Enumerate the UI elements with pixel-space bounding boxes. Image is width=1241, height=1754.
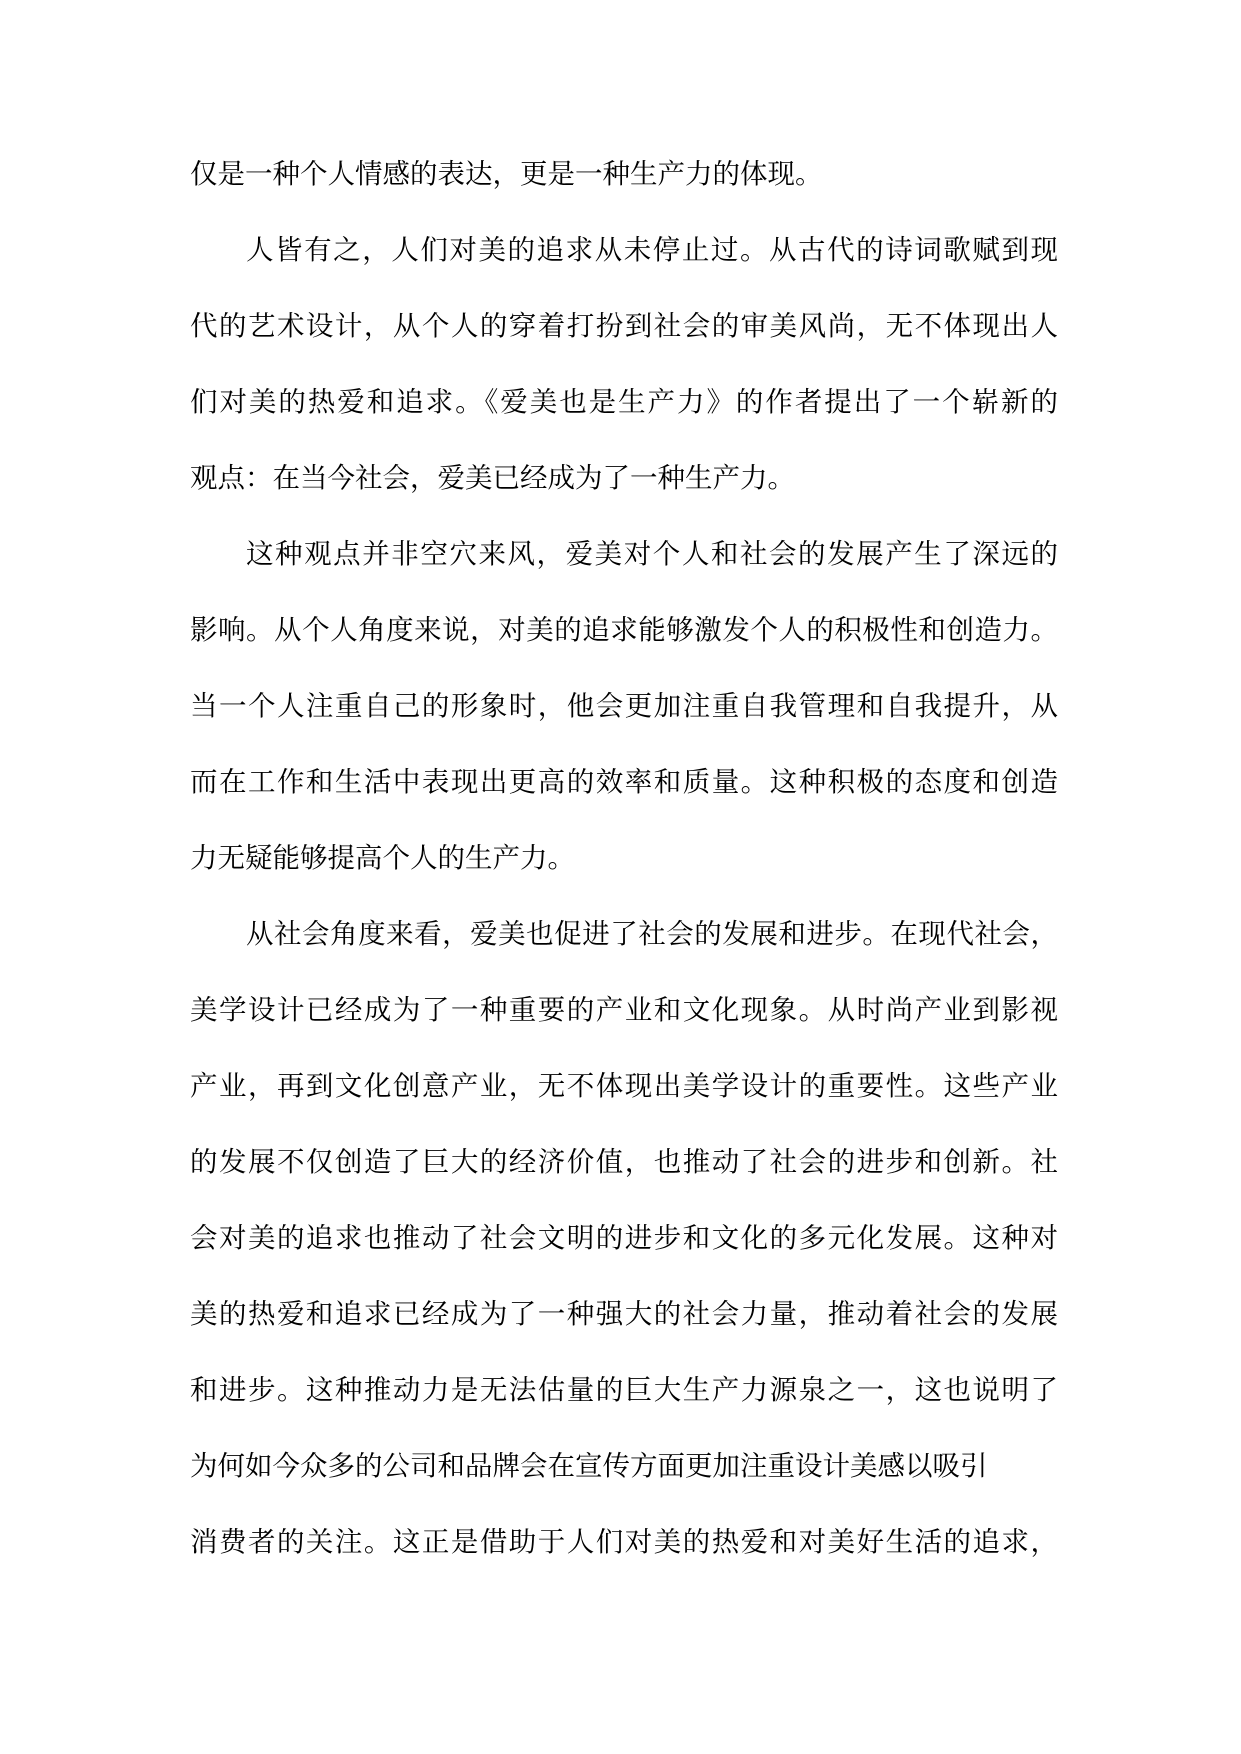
paragraph (190, 516, 1058, 896)
text-line: 们对美的热爱和追求。《爱美也是生产力》的作者提出了一个崭新的 (190, 386, 1058, 418)
text-line: 力无疑能够提高个人的生产力。 (190, 842, 575, 874)
text-line: 仅是一种个人情感的表达，更是一种生产力的体现。 (190, 158, 823, 190)
text-line: 产业，再到文化创意产业，无不体现出美学设计的重要性。这些产业 (190, 1070, 1058, 1102)
text-line: 美的热爱和追求已经成为了一种强大的社会力量，推动着社会的发展 (190, 1298, 1058, 1330)
text-line: 会对美的追求也推动了社会文明的进步和文化的多元化发展。这种对 (190, 1222, 1058, 1254)
text-line: 人皆有之，人们对美的追求从未停止过。从古代的诗词歌赋到现 (246, 234, 1058, 266)
text-line: 的发展不仅创造了巨大的经济价值，也推动了社会的进步和创新。社 (190, 1146, 1058, 1178)
text-line: 观点：在当今社会，爱美已经成为了一种生产力。 (190, 462, 795, 494)
paragraph (190, 896, 1058, 1580)
body-text (190, 136, 1058, 1580)
text-line: 当一个人注重自己的形象时，他会更加注重自我管理和自我提升，从 (190, 690, 1058, 722)
paragraph (190, 136, 1058, 212)
text-line: 美学设计已经成为了一种重要的产业和文化现象。从时尚产业到影视 (190, 994, 1058, 1026)
text-line: 和进步。这种推动力是无法估量的巨大生产力源泉之一，这也说明了 (190, 1374, 1058, 1406)
text-line: 代的艺术设计，从个人的穿着打扮到社会的审美风尚，无不体现出人 (190, 310, 1058, 342)
text-line: 消费者的关注。这正是借助于人们对美的热爱和对美好生活的追求， (190, 1526, 1058, 1558)
text-line: 这种观点并非空穴来风，爱美对个人和社会的发展产生了深远的 (246, 538, 1058, 570)
paragraph (190, 212, 1058, 516)
text-line: 影响。从个人角度来说，对美的追求能够激发个人的积极性和创造力。 (190, 614, 1058, 646)
text-line: 为何如今众多的公司和品牌会在宣传方面更加注重设计美感以吸引 (190, 1450, 988, 1482)
text-line: 从社会角度来看，爱美也促进了社会的发展和进步。在现代社会， (246, 918, 1058, 950)
text-line: 而在工作和生活中表现出更高的效率和质量。这种积极的态度和创造 (190, 766, 1058, 798)
